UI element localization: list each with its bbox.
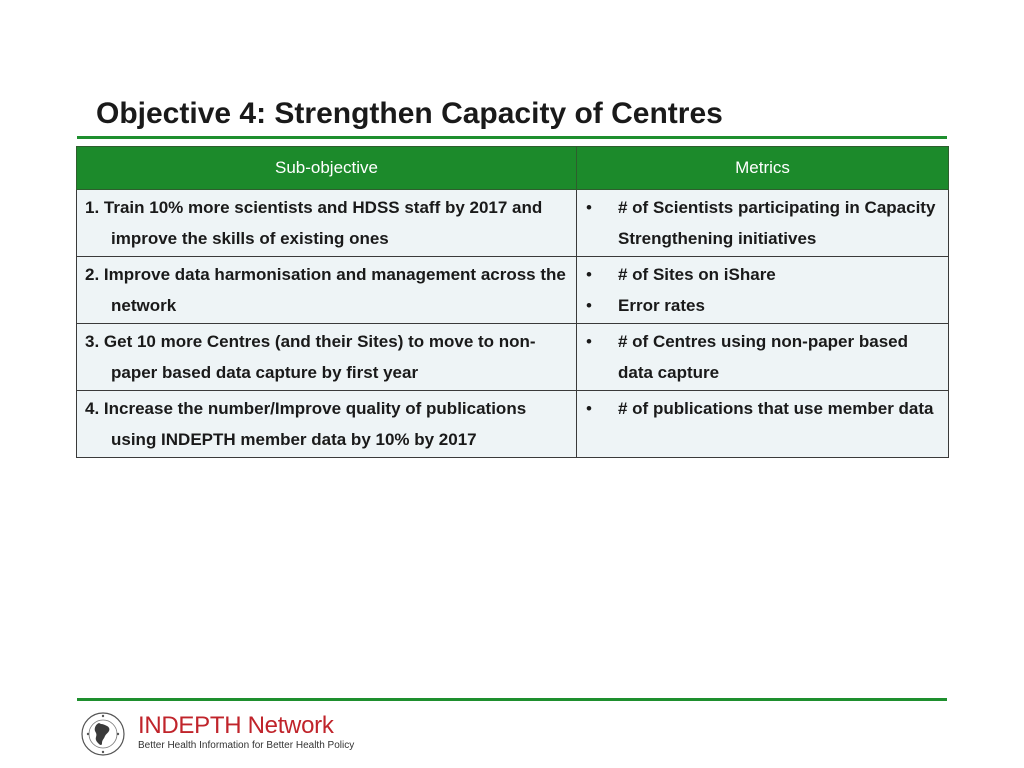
subobjective-text: 3. Get 10 more Centres (and their Sites) to move to non-paper based data capture by first year <box>85 332 536 382</box>
metric-text: # of Sites on iShare <box>618 265 776 284</box>
metric-item <box>585 192 940 254</box>
subobjective-text: 1. Train 10% more scientists and HDSS staff by 2017 and improve the skills of existing ones <box>85 198 543 248</box>
objectives-table <box>76 146 949 458</box>
subobjective-cell <box>77 190 577 257</box>
table-row <box>77 190 949 257</box>
metric-text: # of Centres using non-paper based data capture <box>618 332 908 382</box>
metric-text: Error rates <box>618 296 705 315</box>
metric-text: # of publications that use member data <box>618 399 934 418</box>
metrics-cell <box>577 257 949 324</box>
slide-title: Objective 4: Strengthen Capacity of Centres <box>96 97 723 130</box>
subobjective-text: 4. Increase the number/Improve quality of publications using INDEPTH member data by 10% by 2017 <box>85 399 527 449</box>
header-metrics: Metrics <box>577 147 949 190</box>
footer-divider <box>77 698 947 701</box>
metric-item <box>585 259 940 290</box>
title-divider <box>77 136 947 139</box>
subobjective-cell <box>77 391 577 458</box>
bullet-icon: • <box>586 198 592 217</box>
metric-text: # of Scientists participating in Capacity Strengthening initiatives <box>618 198 936 248</box>
subobjective-cell <box>77 257 577 324</box>
metrics-cell <box>577 190 949 257</box>
subobjective-text: 2. Improve data harmonisation and management across the network <box>85 265 566 315</box>
table-row <box>77 391 949 458</box>
metric-item <box>585 393 940 424</box>
bullet-icon: • <box>586 399 592 418</box>
metric-item <box>585 290 940 321</box>
table-row <box>77 324 949 391</box>
metric-item <box>585 326 940 388</box>
indepth-seal-icon <box>80 711 126 757</box>
metrics-cell <box>577 391 949 458</box>
table-header-row <box>77 147 949 190</box>
header-subobjective: Sub-objective <box>77 147 577 190</box>
indepth-logo <box>80 708 380 758</box>
bullet-icon: • <box>586 265 592 284</box>
bullet-icon: • <box>586 296 592 315</box>
subobjective-cell <box>77 324 577 391</box>
logo-name: INDEPTH Network <box>138 712 334 739</box>
metrics-cell <box>577 324 949 391</box>
bullet-icon: • <box>586 332 592 351</box>
table-row <box>77 257 949 324</box>
logo-tagline: Better Health Information for Better Health Policy <box>138 740 355 751</box>
